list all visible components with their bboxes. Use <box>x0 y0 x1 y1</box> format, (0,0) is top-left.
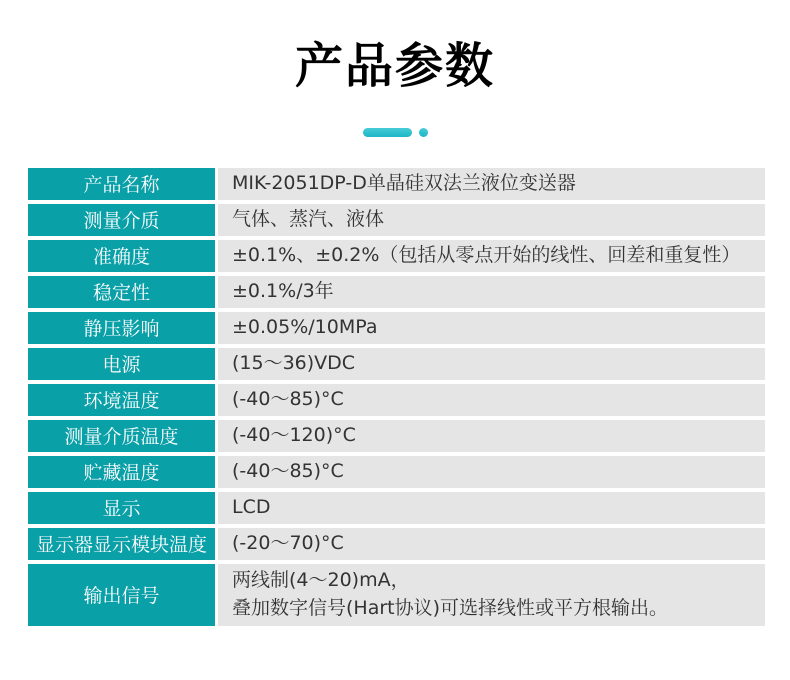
title-underline <box>0 128 790 137</box>
table-row <box>28 564 765 626</box>
table-row <box>28 420 765 452</box>
param-label: 稳定性 <box>28 276 215 308</box>
param-value-line: 两线制(4～20)mA， <box>232 569 410 592</box>
table-row <box>28 240 765 272</box>
table-row <box>28 384 765 416</box>
underline-dot-icon <box>419 128 428 137</box>
table-row <box>28 204 765 236</box>
param-value: (-40～85)°C <box>218 456 765 488</box>
param-label: 输出信号 <box>28 564 215 626</box>
param-value: ±0.1%/3年 <box>218 276 765 308</box>
param-label: 静压影响 <box>28 312 215 344</box>
page-title: 产品参数 <box>294 38 495 94</box>
param-label: 测量介质温度 <box>28 420 215 452</box>
table-row <box>28 168 765 200</box>
param-label: 贮藏温度 <box>28 456 215 488</box>
parameters-table <box>28 168 765 626</box>
table-row <box>28 348 765 380</box>
table-row <box>28 276 765 308</box>
table-row <box>28 492 765 524</box>
param-value: (-40～120)°C <box>218 420 765 452</box>
param-value: ±0.1%、±0.2%（包括从零点开始的线性、回差和重复性） <box>218 240 765 272</box>
param-label: 显示器显示模块温度 <box>28 528 215 560</box>
param-value: (-20～70)°C <box>218 528 765 560</box>
table-row <box>28 528 765 560</box>
param-value: MIK-2051DP-D单晶硅双法兰液位变送器 <box>218 168 765 200</box>
param-value <box>218 564 765 626</box>
param-value: (-40～85)°C <box>218 384 765 416</box>
param-label: 显示 <box>28 492 215 524</box>
param-value-line: 叠加数字信号(Hart协议)可选择线性或平方根输出。 <box>232 596 669 619</box>
param-value: LCD <box>218 492 765 524</box>
param-value: ±0.05%/10MPa <box>218 312 765 344</box>
param-label: 准确度 <box>28 240 215 272</box>
table-row <box>28 456 765 488</box>
param-label: 电源 <box>28 348 215 380</box>
param-label: 测量介质 <box>28 204 215 236</box>
param-value: 气体、蒸汽、液体 <box>218 204 765 236</box>
param-value: (15～36)VDC <box>218 348 765 380</box>
param-label: 环境温度 <box>28 384 215 416</box>
table-row <box>28 312 765 344</box>
param-label: 产品名称 <box>28 168 215 200</box>
underline-bar-icon <box>363 128 412 137</box>
